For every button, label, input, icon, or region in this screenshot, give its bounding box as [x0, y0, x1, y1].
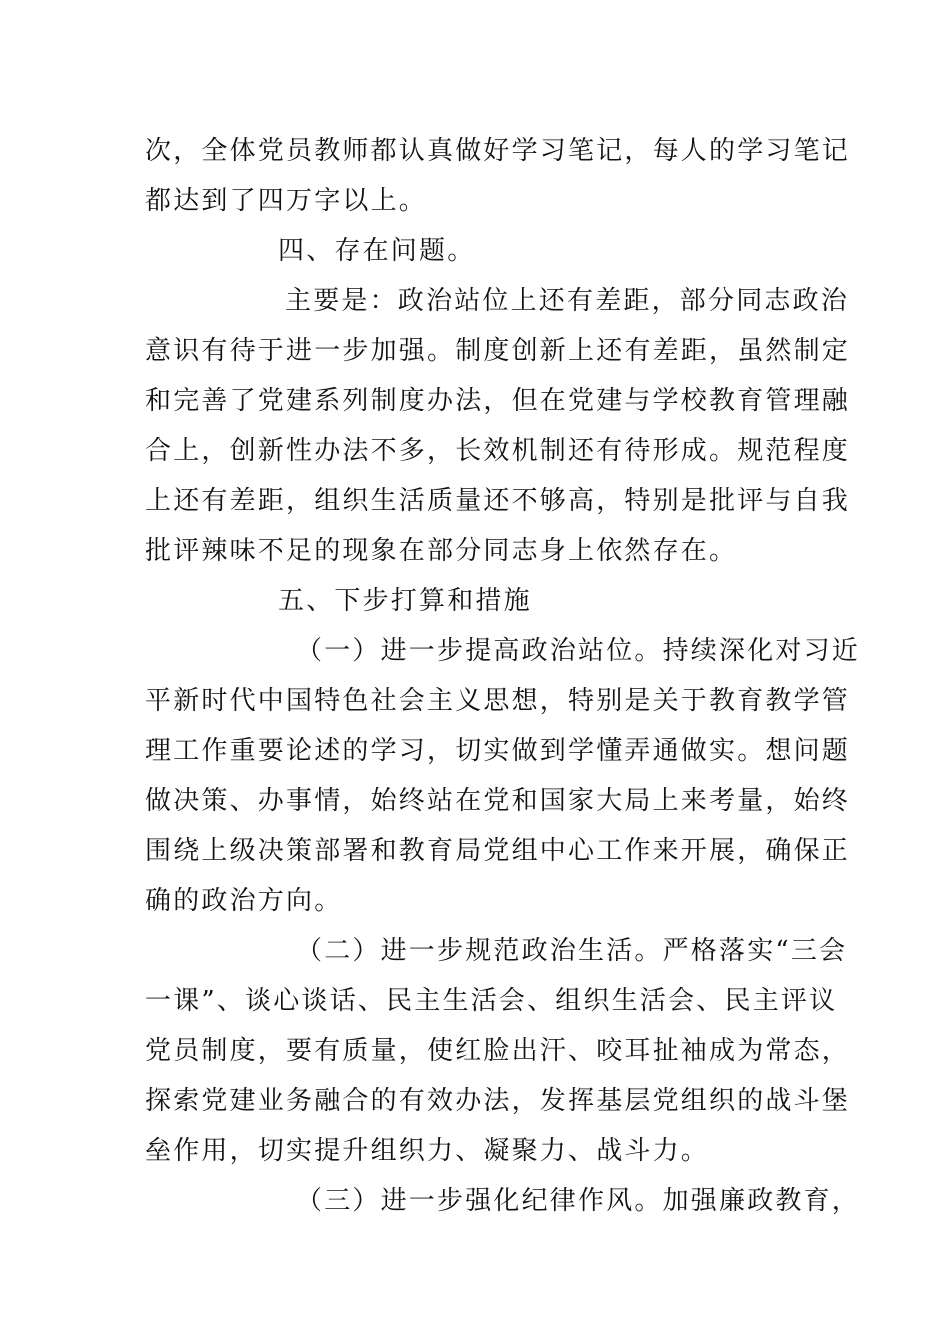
text-line: 探索党建业务融合的有效办法，发挥基层党组织的战斗堡	[145, 1086, 851, 1116]
text-line: 上还有差距，组织生活质量还不够高，特别是批评与自我	[145, 486, 851, 516]
text-line: 理工作重要论述的学习，切实做到学懂弄通做实。想问题	[145, 736, 851, 766]
text-line: （三）进一步强化纪律作风。加强廉政教育，	[296, 1186, 861, 1216]
text-line: 垒作用，切实提升组织力、凝聚力、战斗力。	[145, 1136, 710, 1166]
section-heading: 四、存在问题。	[278, 236, 476, 266]
text-line: （二）进一步规范政治生活。严格落实“三会	[296, 936, 848, 966]
text-line: 次，全体党员教师都认真做好学习笔记，每人的学习笔记	[145, 136, 851, 166]
text-line: 和完善了党建系列制度办法，但在党建与学校教育管理融	[145, 386, 851, 416]
text-line: 党员制度，要有质量，使红脸出汗、咬耳扯袖成为常态，	[145, 1036, 851, 1066]
text-line: 确的政治方向。	[145, 886, 343, 916]
text-line: 平新时代中国特色社会主义思想，特别是关于教育教学管	[145, 686, 851, 716]
text-line: 主要是：政治站位上还有差距，部分同志政治	[285, 286, 850, 316]
text-line: 做决策、办事情，始终站在党和国家大局上来考量，始终	[145, 786, 851, 816]
text-line: 合上，创新性办法不多，长效机制还有待形成。规范程度	[145, 436, 851, 466]
text-line: 一课”、谈心谈话、民主生活会、组织生活会、民主评议	[145, 986, 838, 1016]
text-line: 意识有待于进一步加强。制度创新上还有差距，虽然制定	[145, 336, 851, 366]
text-line: 批评辣味不足的现象在部分同志身上依然存在。	[145, 536, 738, 566]
text-line: 都达到了四万字以上。	[145, 186, 428, 216]
section-heading: 五、下步打算和措施	[278, 586, 532, 616]
text-line: 围绕上级决策部署和教育局党组中心工作来开展，确保正	[145, 836, 851, 866]
text-line: （一）进一步提高政治站位。持续深化对习近	[296, 636, 861, 666]
